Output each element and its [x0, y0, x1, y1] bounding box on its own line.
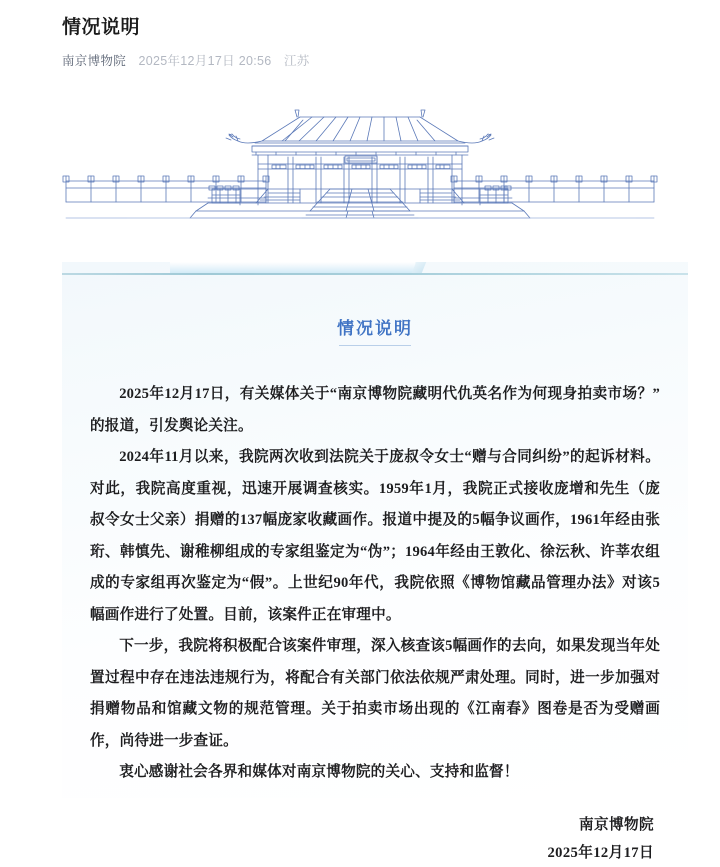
byline [62, 55, 720, 68]
card-ribbon-decoration [170, 262, 415, 273]
statement-paragraph: 下一步，我院将积极配合该案件审理，深入核查该5幅画作的去向，如果发现当年处置过程中存在违法违规行为，将配合有关部门依法依规严肃处理。同时，进一步加强对捐赠物品和馆藏文物的规范管理。关于拍卖市场出现的《江南春》图卷是否为受赠画作，尚待进一步查证。 [90, 638, 660, 749]
byline-region: 江苏 [283, 53, 310, 68]
card-title-wrap [62, 262, 688, 346]
museum-building-illustration-icon [0, 85, 720, 227]
page-header [0, 0, 720, 67]
statement-paragraph: 2025年12月17日，有关媒体关于“南京博物院藏明代仇英名作为何现身拍卖市场？”的报道，引发舆论关注。 [90, 386, 660, 434]
signature-organization: 南京博物院 [579, 816, 654, 833]
signature-date: 2025年12月17日 [547, 844, 654, 861]
byline-timestamp: 2025年12月17日 20:56 [138, 53, 272, 68]
statement-paragraph: 2024年11月以来，我院两次收到法院关于庞叔令女士“赠与合同纠纷”的起诉材料。对此，我院高度重视，迅速开展调查核实。1959年1月，我院正式接收庞增和先生（庞叔令女士父亲）捐赠的137幅庞家收藏画作。报道中提及的5幅争议画作，1961年经由张珩、韩慎先、谢稚柳组成的专家组鉴定为“伪”；1964年经由王敦化、徐沄秋、许莘农组成的专家组再次鉴定为“假”。上世纪90年代，我院依照《博物馆藏品管理办法》对该5幅画作进行了处置。目前，该案件正在审理中。 [90, 449, 660, 623]
statement-card [62, 262, 688, 861]
statement-paragraph: 衷心感谢社会各界和媒体对南京博物院的关心、支持和监督！ [119, 764, 519, 780]
byline-source[interactable]: 南京博物院 [62, 53, 127, 68]
page-title: 情况说明 [62, 17, 141, 38]
card-title: 情况说明 [337, 314, 413, 346]
statement-body [62, 346, 688, 789]
statement-signature [62, 789, 688, 867]
card-top-rule [62, 273, 688, 275]
